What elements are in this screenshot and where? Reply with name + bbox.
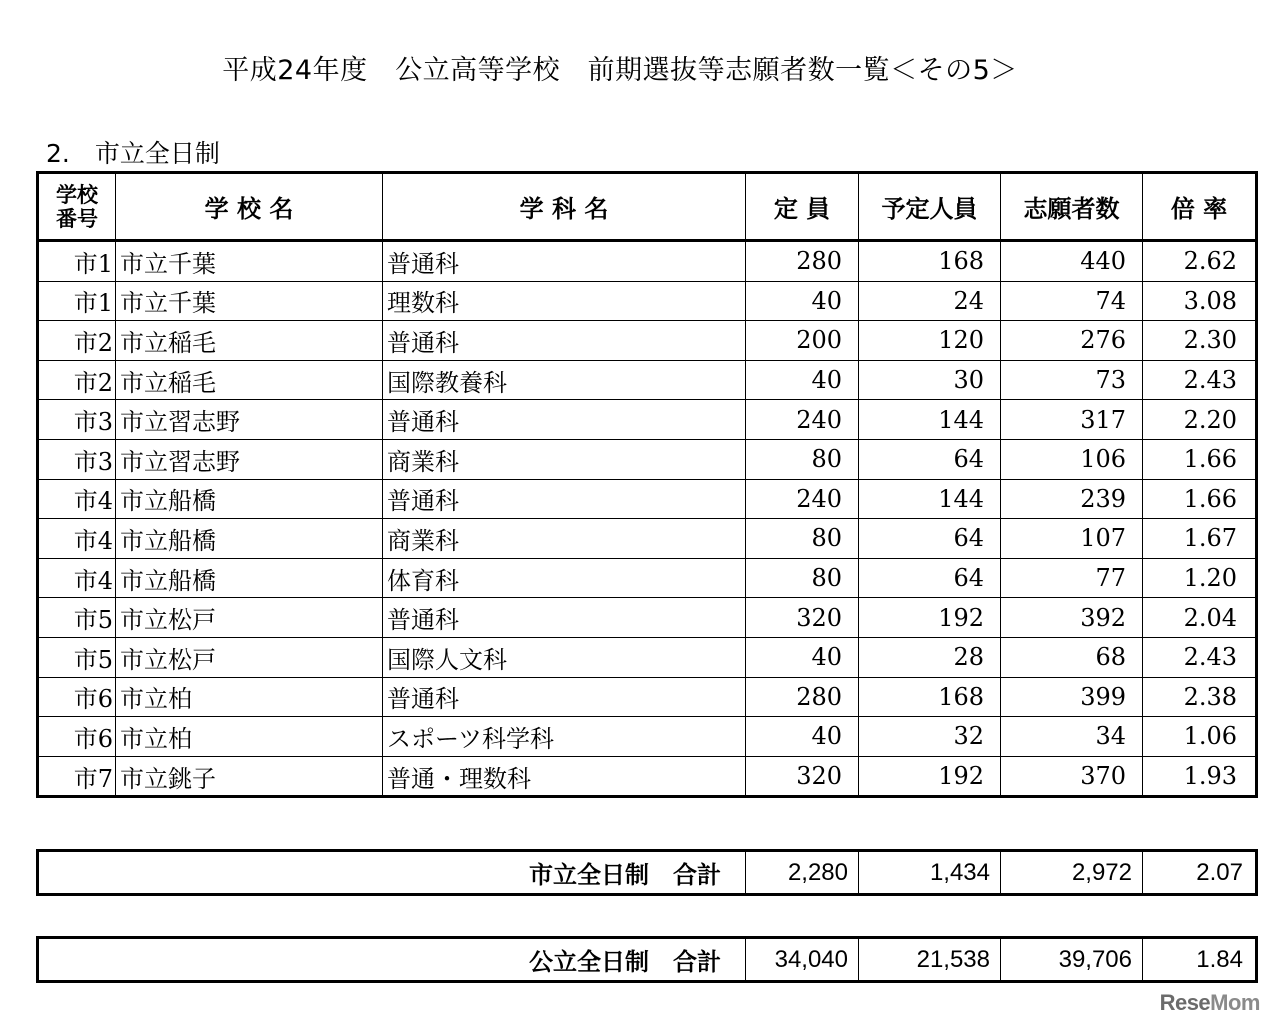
school-name-cell: 市立船橋 bbox=[116, 519, 383, 559]
school-name-cell: 市立千葉 bbox=[116, 241, 383, 282]
capacity-cell: 40 bbox=[746, 637, 859, 677]
planned-cell: 192 bbox=[859, 598, 1001, 638]
planned-cell: 192 bbox=[859, 756, 1001, 797]
school-name-cell: 市立柏 bbox=[116, 677, 383, 717]
public-total-planned: 21,538 bbox=[859, 938, 1001, 982]
capacity-cell: 200 bbox=[746, 321, 859, 361]
public-total-row bbox=[38, 938, 1257, 982]
rate-cell: 1.20 bbox=[1143, 558, 1257, 598]
page-title: 平成24年度 公立高等学校 前期選抜等志願者数一覧＜その5＞ bbox=[222, 55, 1018, 86]
resemom-logo: ReseMom bbox=[1159, 990, 1260, 1015]
section-title: 2. 市立全日制 bbox=[46, 139, 220, 168]
applicants-cell: 34 bbox=[1001, 717, 1143, 757]
department-name-cell: 普通科 bbox=[383, 479, 746, 519]
school-number-cell: 市4 bbox=[38, 519, 116, 559]
department-name-cell: 国際人文科 bbox=[383, 637, 746, 677]
applicants-cell: 68 bbox=[1001, 637, 1143, 677]
school-number-cell: 市2 bbox=[38, 321, 116, 361]
planned-cell: 144 bbox=[859, 400, 1001, 440]
table-row bbox=[38, 558, 1257, 598]
public-total-applicants: 39,706 bbox=[1001, 938, 1143, 982]
planned-cell: 64 bbox=[859, 558, 1001, 598]
applicants-cell: 370 bbox=[1001, 756, 1143, 797]
table-row bbox=[38, 321, 1257, 361]
school-number-cell: 市2 bbox=[38, 360, 116, 400]
city-total-label: 市立全日制 合計 bbox=[38, 851, 746, 895]
rate-cell: 1.66 bbox=[1143, 439, 1257, 479]
school-number-cell: 市6 bbox=[38, 677, 116, 717]
capacity-cell: 80 bbox=[746, 558, 859, 598]
department-name-cell: 体育科 bbox=[383, 558, 746, 598]
applicants-cell: 107 bbox=[1001, 519, 1143, 559]
department-name-cell: 商業科 bbox=[383, 439, 746, 479]
applicants-cell: 74 bbox=[1001, 281, 1143, 321]
planned-cell: 64 bbox=[859, 519, 1001, 559]
header-school-number bbox=[38, 173, 116, 241]
school-name-cell: 市立松戸 bbox=[116, 598, 383, 638]
applicants-cell: 440 bbox=[1001, 241, 1143, 282]
school-number-cell: 市4 bbox=[38, 558, 116, 598]
applicants-cell: 399 bbox=[1001, 677, 1143, 717]
capacity-cell: 40 bbox=[746, 360, 859, 400]
planned-cell: 168 bbox=[859, 677, 1001, 717]
rate-cell: 2.62 bbox=[1143, 241, 1257, 282]
table-row bbox=[38, 598, 1257, 638]
capacity-cell: 80 bbox=[746, 439, 859, 479]
rate-cell: 2.04 bbox=[1143, 598, 1257, 638]
city-total-capacity: 2,280 bbox=[746, 851, 859, 895]
public-total-table bbox=[36, 936, 1258, 983]
school-name-cell: 市立稲毛 bbox=[116, 360, 383, 400]
table-row bbox=[38, 439, 1257, 479]
city-total-row bbox=[38, 851, 1257, 895]
public-total-capacity: 34,040 bbox=[746, 938, 859, 982]
rate-cell: 1.66 bbox=[1143, 479, 1257, 519]
capacity-cell: 320 bbox=[746, 598, 859, 638]
department-name-cell: 国際教養科 bbox=[383, 360, 746, 400]
capacity-cell: 280 bbox=[746, 241, 859, 282]
department-name-cell: 普通科 bbox=[383, 598, 746, 638]
school-number-cell: 市4 bbox=[38, 479, 116, 519]
capacity-cell: 40 bbox=[746, 717, 859, 757]
planned-cell: 120 bbox=[859, 321, 1001, 361]
planned-cell: 30 bbox=[859, 360, 1001, 400]
department-name-cell: 普通科 bbox=[383, 400, 746, 440]
table-row bbox=[38, 677, 1257, 717]
table-row bbox=[38, 241, 1257, 282]
department-name-cell: 商業科 bbox=[383, 519, 746, 559]
header-applicants: 志願者数 bbox=[1001, 173, 1143, 241]
planned-cell: 144 bbox=[859, 479, 1001, 519]
rate-cell: 3.08 bbox=[1143, 281, 1257, 321]
rate-cell: 2.38 bbox=[1143, 677, 1257, 717]
department-name-cell: スポーツ科学科 bbox=[383, 717, 746, 757]
rate-cell: 2.20 bbox=[1143, 400, 1257, 440]
city-total-table bbox=[36, 849, 1258, 896]
school-name-cell: 市立稲毛 bbox=[116, 321, 383, 361]
department-name-cell: 普通科 bbox=[383, 677, 746, 717]
rate-cell: 2.30 bbox=[1143, 321, 1257, 361]
planned-cell: 28 bbox=[859, 637, 1001, 677]
department-name-cell: 普通科 bbox=[383, 241, 746, 282]
table-row bbox=[38, 400, 1257, 440]
school-name-cell: 市立銚子 bbox=[116, 756, 383, 797]
table-row bbox=[38, 360, 1257, 400]
school-name-cell: 市立船橋 bbox=[116, 479, 383, 519]
table-row bbox=[38, 479, 1257, 519]
table-row bbox=[38, 637, 1257, 677]
header-planned: 予定人員 bbox=[859, 173, 1001, 241]
header-capacity: 定 員 bbox=[746, 173, 859, 241]
public-total-rate: 1.84 bbox=[1143, 938, 1257, 982]
school-name-cell: 市立習志野 bbox=[116, 439, 383, 479]
header-rate: 倍 率 bbox=[1143, 173, 1257, 241]
capacity-cell: 80 bbox=[746, 519, 859, 559]
school-number-cell: 市6 bbox=[38, 717, 116, 757]
school-name-cell: 市立千葉 bbox=[116, 281, 383, 321]
school-name-cell: 市立習志野 bbox=[116, 400, 383, 440]
applicants-cell: 77 bbox=[1001, 558, 1143, 598]
applicants-cell: 276 bbox=[1001, 321, 1143, 361]
rate-cell: 1.67 bbox=[1143, 519, 1257, 559]
department-name-cell: 普通科 bbox=[383, 321, 746, 361]
department-name-cell: 普通・理数科 bbox=[383, 756, 746, 797]
table-row bbox=[38, 281, 1257, 321]
public-total-label: 公立全日制 合計 bbox=[38, 938, 746, 982]
planned-cell: 32 bbox=[859, 717, 1001, 757]
planned-cell: 24 bbox=[859, 281, 1001, 321]
table-body bbox=[38, 241, 1257, 797]
capacity-cell: 280 bbox=[746, 677, 859, 717]
department-name-cell: 理数科 bbox=[383, 281, 746, 321]
school-number-cell: 市1 bbox=[38, 281, 116, 321]
school-name-cell: 市立船橋 bbox=[116, 558, 383, 598]
school-number-cell: 市7 bbox=[38, 756, 116, 797]
rate-cell: 1.93 bbox=[1143, 756, 1257, 797]
city-total-rate: 2.07 bbox=[1143, 851, 1257, 895]
rate-cell: 1.06 bbox=[1143, 717, 1257, 757]
header-school-number-line1: 学校 bbox=[56, 182, 98, 207]
city-total-planned: 1,434 bbox=[859, 851, 1001, 895]
planned-cell: 64 bbox=[859, 439, 1001, 479]
capacity-cell: 240 bbox=[746, 479, 859, 519]
applicants-cell: 106 bbox=[1001, 439, 1143, 479]
school-number-cell: 市3 bbox=[38, 400, 116, 440]
table-row bbox=[38, 717, 1257, 757]
rate-cell: 2.43 bbox=[1143, 360, 1257, 400]
capacity-cell: 320 bbox=[746, 756, 859, 797]
school-number-cell: 市3 bbox=[38, 439, 116, 479]
header-school-number-line2: 番号 bbox=[56, 206, 98, 231]
city-total-applicants: 2,972 bbox=[1001, 851, 1143, 895]
table-header-row bbox=[38, 173, 1257, 241]
school-number-cell: 市5 bbox=[38, 637, 116, 677]
applicants-cell: 317 bbox=[1001, 400, 1143, 440]
table-row bbox=[38, 519, 1257, 559]
school-number-cell: 市1 bbox=[38, 241, 116, 282]
applicants-cell: 73 bbox=[1001, 360, 1143, 400]
table-row bbox=[38, 756, 1257, 797]
school-name-cell: 市立松戸 bbox=[116, 637, 383, 677]
planned-cell: 168 bbox=[859, 241, 1001, 282]
rate-cell: 2.43 bbox=[1143, 637, 1257, 677]
school-name-cell: 市立柏 bbox=[116, 717, 383, 757]
school-number-cell: 市5 bbox=[38, 598, 116, 638]
applicants-table bbox=[36, 171, 1258, 798]
applicants-cell: 392 bbox=[1001, 598, 1143, 638]
header-department-name: 学 科 名 bbox=[383, 173, 746, 241]
applicants-cell: 239 bbox=[1001, 479, 1143, 519]
capacity-cell: 40 bbox=[746, 281, 859, 321]
capacity-cell: 240 bbox=[746, 400, 859, 440]
header-school-name: 学 校 名 bbox=[116, 173, 383, 241]
